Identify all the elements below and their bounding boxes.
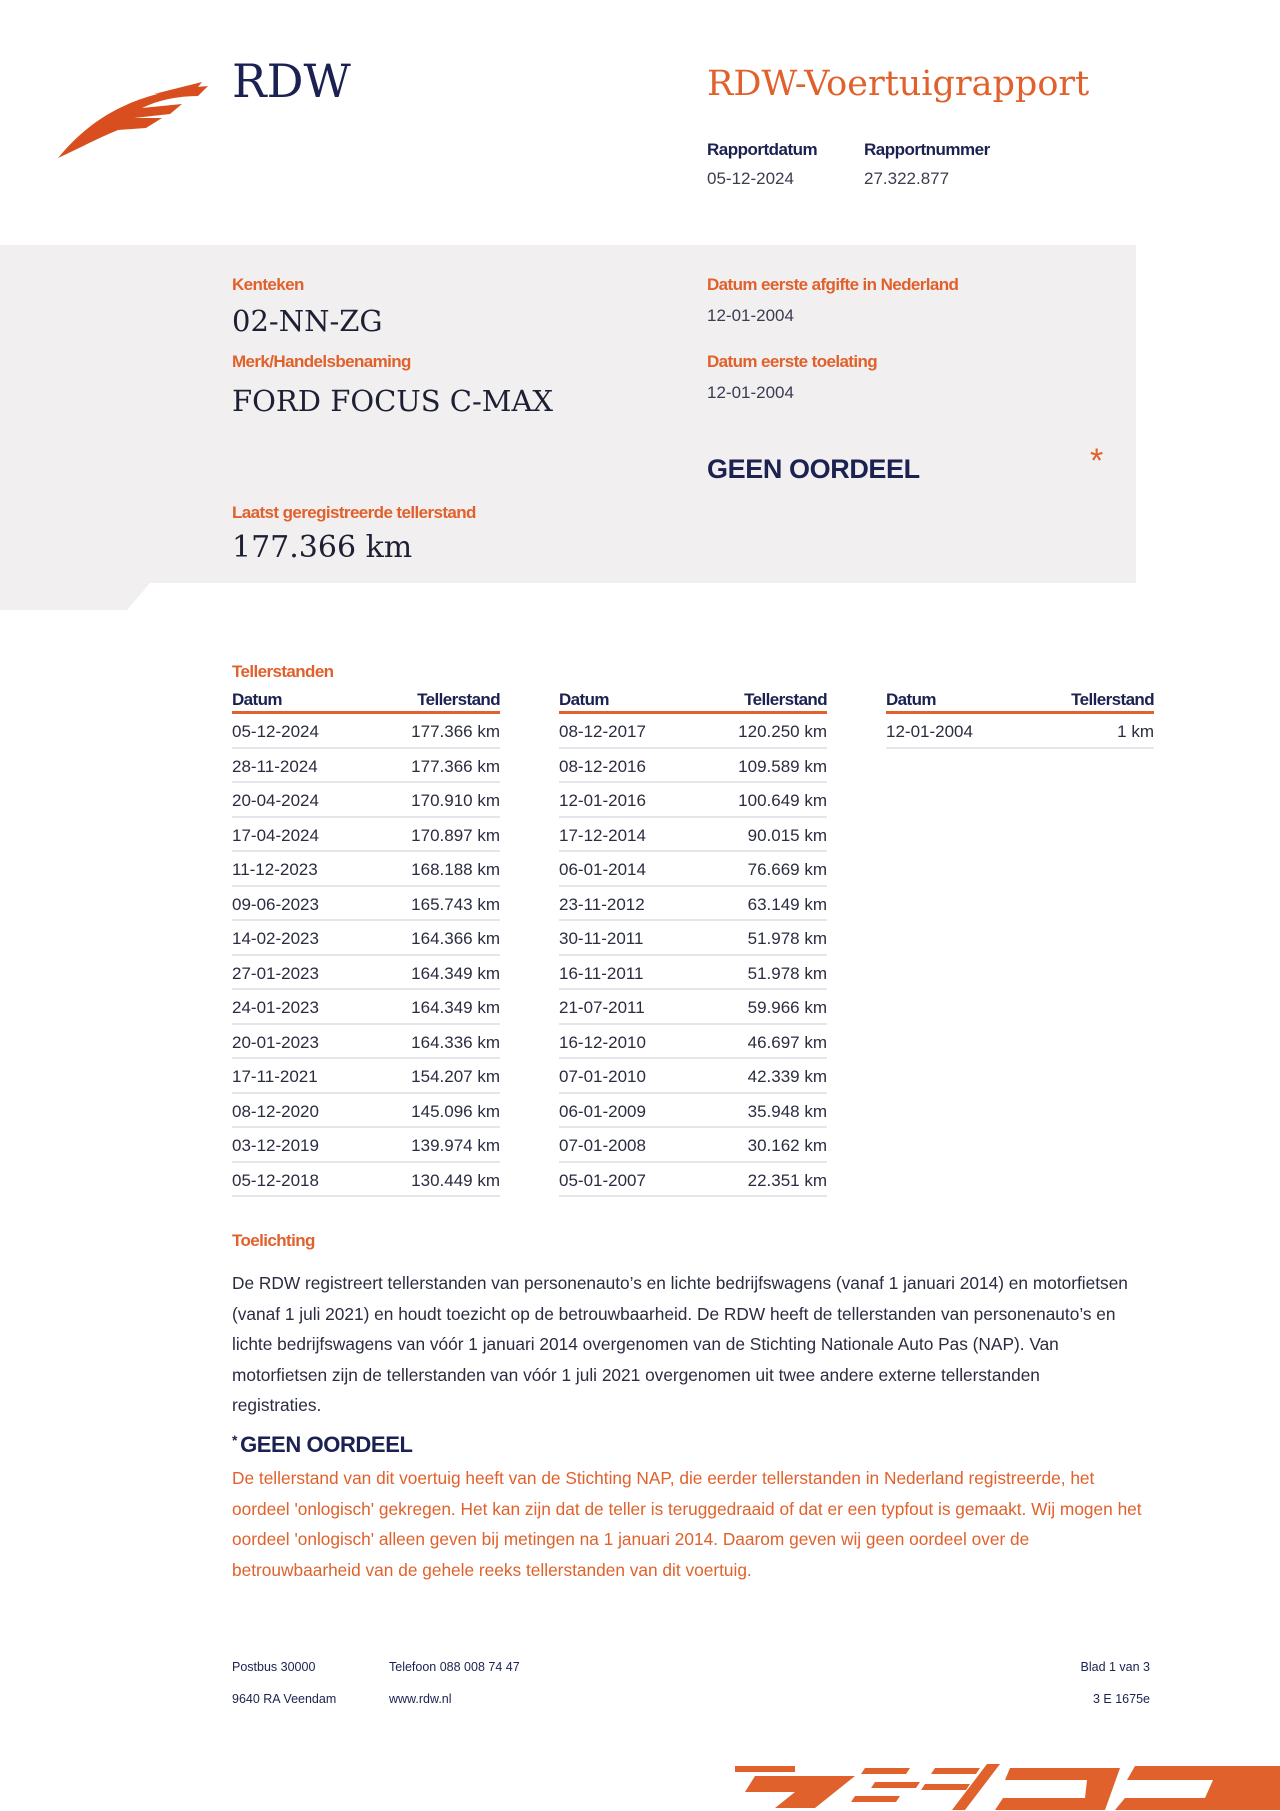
reading-value: 177.366 km — [411, 722, 500, 741]
reading-value: 100.649 km — [738, 791, 827, 810]
value-header: Tellerstand — [744, 690, 827, 709]
reading-value: 51.978 km — [747, 963, 827, 983]
reading-value: 59.966 km — [747, 998, 827, 1017]
value-header: Tellerstand — [417, 690, 500, 709]
table-row — [232, 992, 500, 1025]
verdict: GEEN OORDEEL — [707, 454, 920, 484]
table-row — [559, 820, 827, 853]
decorative-stripes-icon — [735, 1762, 1280, 1811]
reading-date: 03-12-2019 — [232, 1136, 319, 1155]
last-reading: 177.366 km — [232, 530, 413, 565]
vehicle-make: FORD FOCUS C-MAX — [232, 384, 554, 418]
reading-date: 07-01-2010 — [559, 1067, 646, 1086]
reading-date: 07-01-2008 — [559, 1136, 646, 1155]
reading-value: 22.351 km — [747, 1170, 827, 1190]
table-row — [559, 1130, 827, 1163]
date-header: Datum — [232, 690, 282, 709]
rdw-logo-icon — [58, 82, 214, 162]
reading-date: 21-07-2011 — [559, 998, 645, 1017]
table-row — [559, 1096, 827, 1129]
readings-column-1 — [232, 690, 500, 1197]
reading-value: 177.366 km — [411, 756, 500, 776]
reading-date: 17-04-2024 — [232, 825, 319, 845]
first-admission-date: 12-01-2004 — [707, 383, 794, 402]
license-plate: 02-NN-ZG — [232, 304, 383, 338]
reading-value: 164.366 km — [411, 929, 500, 948]
reading-value: 164.336 km — [411, 1032, 500, 1052]
value-header: Tellerstand — [1071, 690, 1154, 709]
table-row — [886, 716, 1154, 749]
table-row — [559, 751, 827, 784]
reading-value: 63.149 km — [747, 894, 827, 914]
readings-header — [886, 690, 1154, 714]
reading-date: 05-12-2018 — [232, 1170, 319, 1190]
reading-value: 139.974 km — [411, 1136, 500, 1155]
readings-column-2 — [559, 690, 827, 1197]
readings-header — [232, 690, 500, 714]
reading-value: 154.207 km — [411, 1067, 500, 1086]
reading-value: 120.250 km — [738, 722, 827, 741]
table-row — [232, 1165, 500, 1198]
table-row — [559, 1165, 827, 1198]
first-admission-label: Datum eerste toelating — [707, 352, 878, 371]
report-number-label: Rapportnummer — [864, 140, 990, 159]
reading-value: 30.162 km — [747, 1136, 827, 1155]
reading-value: 1 km — [1117, 722, 1154, 741]
explanation-text: De RDW registreert tellerstanden van personenauto’s en lichte bedrijfswagens (vanaf 1 januari 2014) en motorfietsen (vanaf 1 juli 2021) en houdt toezicht op de betrouwbaarheid. De RDW heeft de tellerstanden van personenauto’s en lichte bedrijfswagens van vóór 1 januari 2014 overgenomen van de Stichting Nationale Auto Pas (NAP). Van motorfietsen zijn de tellerstanden van vóór 1 juli 2021 overgenomen uit twee andere externe tellerstanden registraties. — [232, 1273, 1128, 1415]
footer-address-2: 9640 RA Veendam — [232, 1692, 337, 1706]
table-row — [232, 1027, 500, 1060]
table-row — [232, 716, 500, 749]
reading-date: 28-11-2024 — [232, 756, 318, 776]
table-row — [232, 1096, 500, 1129]
reading-date: 06-01-2014 — [559, 860, 646, 879]
report-number: 27.322.877 — [864, 169, 950, 188]
reading-value: 170.897 km — [411, 825, 500, 845]
reading-value: 170.910 km — [411, 791, 500, 810]
reading-date: 24-01-2023 — [232, 998, 319, 1017]
reading-value: 90.015 km — [747, 825, 827, 845]
first-issue-date: 12-01-2004 — [707, 306, 794, 325]
reading-value: 164.349 km — [411, 998, 500, 1017]
table-row — [232, 1130, 500, 1163]
reading-date: 12-01-2016 — [559, 791, 646, 810]
plate-label: Kenteken — [232, 275, 304, 294]
readings-title: Tellerstanden — [232, 662, 334, 681]
reading-date: 09-06-2023 — [232, 894, 319, 914]
note-heading-text: GEEN OORDEEL — [240, 1432, 413, 1457]
reading-date: 17-12-2014 — [559, 825, 646, 845]
reading-value: 76.669 km — [747, 860, 827, 879]
reading-value: 168.188 km — [411, 860, 500, 879]
make-label: Merk/Handelsbenaming — [232, 352, 411, 371]
table-row — [232, 958, 500, 991]
reading-value: 42.339 km — [747, 1067, 827, 1086]
report-date: 05-12-2024 — [707, 169, 794, 188]
last-reading-label: Laatst geregistreerde tellerstand — [232, 503, 476, 522]
table-row — [559, 785, 827, 818]
reading-date: 17-11-2021 — [232, 1067, 318, 1086]
note-marker: * — [232, 1432, 238, 1448]
reading-date: 08-12-2020 — [232, 1101, 319, 1121]
reading-value: 164.349 km — [411, 963, 500, 983]
table-row — [559, 716, 827, 749]
reading-value: 109.589 km — [738, 756, 827, 776]
reading-date: 20-01-2023 — [232, 1032, 319, 1052]
table-row — [559, 992, 827, 1025]
reading-value: 35.948 km — [747, 1101, 827, 1121]
table-row — [559, 958, 827, 991]
table-row — [559, 1027, 827, 1060]
reading-value: 51.978 km — [747, 929, 827, 948]
footer-phone: Telefoon 088 008 74 47 — [389, 1660, 520, 1674]
reading-date: 16-12-2010 — [559, 1032, 646, 1052]
footer-website[interactable]: www.rdw.nl — [389, 1692, 452, 1706]
date-header: Datum — [559, 690, 609, 709]
reading-date: 14-02-2023 — [232, 929, 319, 948]
table-row — [232, 923, 500, 956]
reading-date: 08-12-2016 — [559, 756, 646, 776]
table-row — [559, 923, 827, 956]
reading-value: 145.096 km — [411, 1101, 500, 1121]
table-row — [232, 1061, 500, 1094]
note-heading — [232, 1432, 413, 1458]
reading-date: 11-12-2023 — [232, 860, 318, 879]
reading-date: 06-01-2009 — [559, 1101, 646, 1121]
table-row — [232, 751, 500, 784]
table-row — [559, 1061, 827, 1094]
reading-date: 08-12-2017 — [559, 722, 646, 741]
table-row — [232, 820, 500, 853]
reading-date: 20-04-2024 — [232, 791, 319, 810]
readings-column-3 — [886, 690, 1154, 749]
table-row — [559, 854, 827, 887]
reading-date: 30-11-2011 — [559, 929, 644, 948]
first-issue-label: Datum eerste afgifte in Nederland — [707, 275, 959, 294]
reading-date: 23-11-2012 — [559, 894, 645, 914]
date-header: Datum — [886, 690, 936, 709]
reading-value: 130.449 km — [411, 1170, 500, 1190]
reading-date: 12-01-2004 — [886, 722, 973, 741]
reading-date: 16-11-2011 — [559, 963, 644, 983]
footer-page-number: Blad 1 van 3 — [1080, 1660, 1150, 1674]
table-row — [232, 785, 500, 818]
report-title: RDW-Voertuigrapport — [707, 64, 1090, 104]
readings-header — [559, 690, 827, 714]
report-date-label: Rapportdatum — [707, 140, 818, 159]
reading-value: 46.697 km — [747, 1032, 827, 1052]
reading-value: 165.743 km — [411, 894, 500, 914]
vehicle-info-panel — [0, 245, 1136, 610]
verdict-marker: * — [1090, 442, 1104, 480]
footer-address-1: Postbus 30000 — [232, 1660, 316, 1674]
reading-date: 05-12-2024 — [232, 722, 319, 741]
footer-code: 3 E 1675e — [1093, 1692, 1150, 1706]
reading-date: 27-01-2023 — [232, 963, 319, 983]
table-row — [559, 889, 827, 922]
brand-name: RDW — [232, 54, 351, 108]
table-row — [232, 889, 500, 922]
note-text: De tellerstand van dit voertuig heeft van de Stichting NAP, die eerder tellerstanden in Nederland registreerde, het oordeel 'onlogisch' gekregen. Het kan zijn dat de teller is teruggedraaid of dat er een typfout is gemaakt. Wij mogen het oordeel 'onlogisch' alleen geven bij metingen na 1 januari 2014. Daarom geven wij geen oordeel over de betrouwbaarheid van de gehele reeks tellerstanden van dit voertuig. — [232, 1468, 1142, 1580]
explanation-title: Toelichting — [232, 1231, 315, 1250]
table-row — [232, 854, 500, 887]
reading-date: 05-01-2007 — [559, 1170, 646, 1190]
